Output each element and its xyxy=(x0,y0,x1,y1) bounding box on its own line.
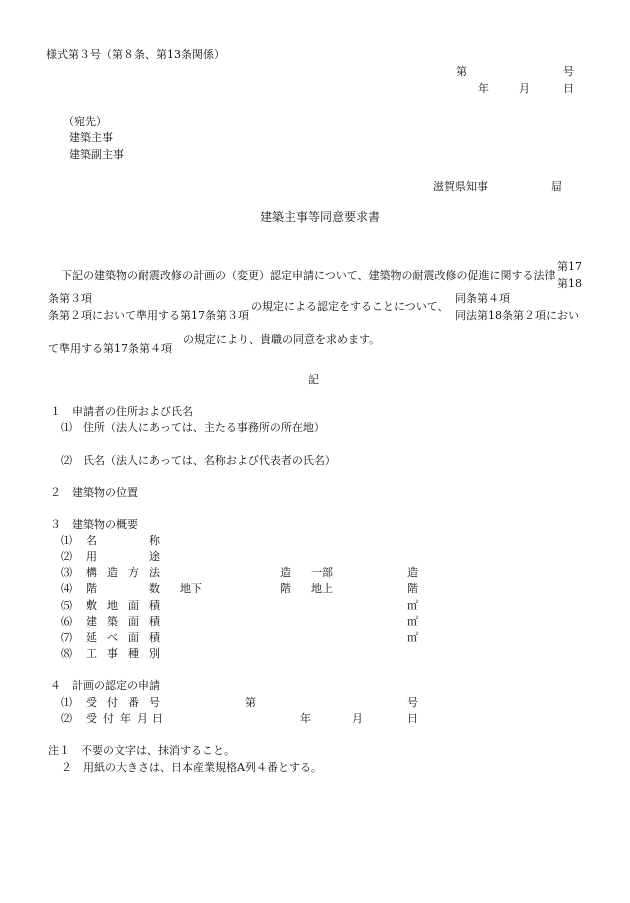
body-line2-a-top: 条第３項 xyxy=(48,292,92,305)
row7-label-char: 積 xyxy=(149,631,160,644)
s4-row2-label-char: 月 xyxy=(137,712,148,725)
section4-heading: ４ 計画の認定の申請 xyxy=(50,679,160,692)
row8-label-char: 種 xyxy=(128,647,139,660)
number-dai: 第 xyxy=(456,65,467,78)
s4-row1-label-char: 受 xyxy=(86,696,97,709)
row3-label-char: 方 xyxy=(128,566,139,579)
row3-col1: 造 xyxy=(280,566,291,579)
row1-label-char: 名 xyxy=(86,534,97,547)
seal-mark: 屇 xyxy=(551,180,562,193)
row2-label-char: 用 xyxy=(86,550,97,563)
section1-item1: ⑴ 住所（法人にあっては、主たる事務所の所在地） xyxy=(61,421,325,434)
body-line2-c-bottom: 同法第18条第２項におい xyxy=(455,309,579,322)
row1-number: ⑴ xyxy=(61,534,72,547)
row6-label-char: 積 xyxy=(149,615,160,628)
s4-row2-month: 月 xyxy=(352,712,363,725)
form-label: 様式第３号（第８条、第13条関係） xyxy=(46,48,225,61)
row2-number: ⑵ xyxy=(61,550,72,563)
body-line2-c-top: 同条第４項 xyxy=(455,292,510,305)
body-line1: 下記の建築物の耐震改修の計画の（変更）認定申請について、建築物の耐震改修の促進に関する法律 xyxy=(61,269,556,282)
s4-row2-year: 年 xyxy=(300,712,311,725)
s4-row1-label-char: 付 xyxy=(107,696,118,709)
row5-label-char: 積 xyxy=(149,599,160,612)
s4-row1-label-char: 号 xyxy=(149,696,160,709)
row3-label-char: 造 xyxy=(107,566,118,579)
row4-number: ⑷ xyxy=(61,582,72,595)
row5-label-char: 地 xyxy=(107,599,118,612)
note2: ２ 用紙の大きさは、日本産業規格A列４番とする。 xyxy=(61,761,322,774)
row4-col3: 階 xyxy=(407,582,418,595)
s4-row1-label-char: 番 xyxy=(128,696,139,709)
s4-row1-go: 号 xyxy=(407,696,418,709)
number-go: 号 xyxy=(563,65,574,78)
body-line3-a: て準用する第17条第４項 xyxy=(48,342,172,355)
row7-unit: ㎡ xyxy=(407,631,418,644)
row4-col1: 階 xyxy=(280,582,291,595)
s4-row2-day: 日 xyxy=(407,712,418,725)
body-line2-a-bottom: 条第２項において準用する第17条第３項 xyxy=(48,309,249,322)
document-title: 建築主事等同意要求書 xyxy=(260,210,381,224)
note1: 注１ 不要の文字は、抹消すること。 xyxy=(48,744,235,757)
sender-name: 滋賀県知事 xyxy=(433,180,488,193)
s4-row1-number: ⑴ xyxy=(61,696,72,709)
s4-row2-label-char: 年 xyxy=(120,712,131,725)
section2-heading: ２ 建築物の位置 xyxy=(50,486,138,499)
row7-label-char: べ xyxy=(107,631,118,644)
row6-label-char: 築 xyxy=(107,615,118,628)
row8-label-char: 事 xyxy=(107,647,118,660)
row4-col0: 地下 xyxy=(180,582,202,595)
row7-label-char: 面 xyxy=(128,631,139,644)
ki-heading: 記 xyxy=(308,373,319,386)
row8-number: ⑻ xyxy=(61,647,72,660)
row4-label-char: 数 xyxy=(149,582,160,595)
section3-heading: ３ 建築物の概要 xyxy=(50,518,138,531)
s4-row1-dai: 第 xyxy=(245,696,256,709)
row5-label-char: 敷 xyxy=(86,599,97,612)
date-year: 年 xyxy=(478,82,489,95)
row1-label-char: 称 xyxy=(149,534,160,547)
addressee-line2: 建築副主事 xyxy=(69,148,124,161)
row6-label-char: 面 xyxy=(128,615,139,628)
row2-label-char: 途 xyxy=(149,550,160,563)
row5-number: ⑸ xyxy=(61,599,72,612)
section1-item2: ⑵ 氏名（法人にあっては、名称および代表者の氏名） xyxy=(61,454,336,467)
section1-heading: １ 申請者の住所および氏名 xyxy=(50,405,193,418)
s4-row2-number: ⑵ xyxy=(61,712,72,725)
row3-label-char: 法 xyxy=(149,566,160,579)
body-line3-b: の規定により、貴職の同意を求めます。 xyxy=(183,333,381,346)
row5-unit: ㎡ xyxy=(407,599,418,612)
row4-label-char: 階 xyxy=(86,582,97,595)
row3-col2: 一部 xyxy=(311,566,333,579)
row8-label-char: 工 xyxy=(86,647,97,660)
body-line2-b: の規定による認定をすることについて、 xyxy=(251,300,449,313)
row5-label-char: 面 xyxy=(128,599,139,612)
body-article17: 第17 xyxy=(557,260,582,273)
row7-number: ⑺ xyxy=(61,631,72,644)
row4-col2: 地上 xyxy=(311,582,333,595)
row7-label-char: 延 xyxy=(86,631,97,644)
row6-label-char: 建 xyxy=(86,615,97,628)
s4-row2-label-char: 日 xyxy=(152,712,163,725)
addressee-label: （宛先） xyxy=(63,115,107,128)
addressee-line1: 建築主事 xyxy=(69,131,113,144)
row3-col3: 造 xyxy=(407,566,418,579)
date-month: 月 xyxy=(519,82,530,95)
row6-number: ⑹ xyxy=(61,615,72,628)
row3-number: ⑶ xyxy=(61,566,72,579)
row3-label-char: 構 xyxy=(86,566,97,579)
row6-unit: ㎡ xyxy=(407,615,418,628)
body-article18: 第18 xyxy=(557,277,582,290)
s4-row2-label-char: 受 xyxy=(86,712,97,725)
date-day: 日 xyxy=(563,82,574,95)
row8-label-char: 別 xyxy=(149,647,160,660)
s4-row2-label-char: 付 xyxy=(103,712,114,725)
